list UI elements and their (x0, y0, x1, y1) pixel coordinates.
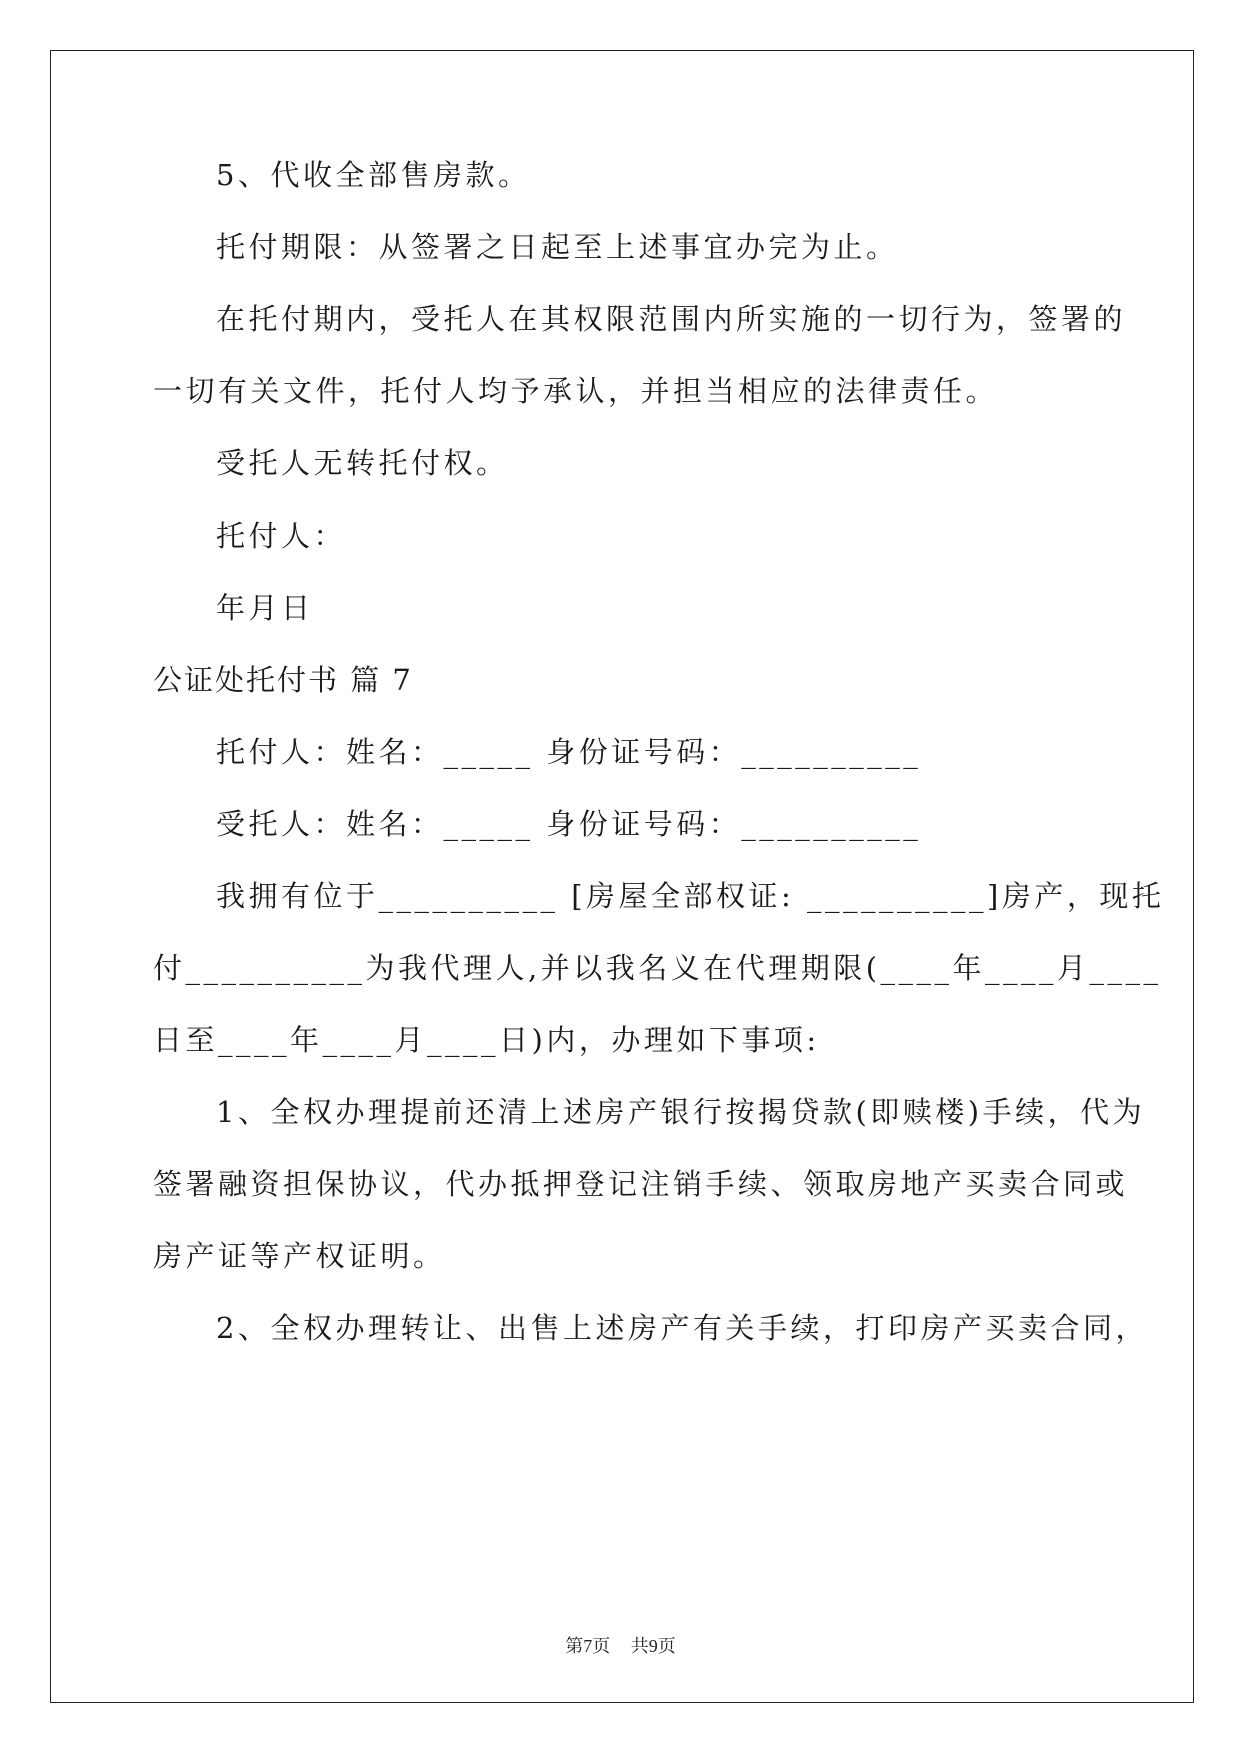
item-1-line-2: 签署融资担保协议，代办抵押登记注销手续、领取房地产买卖合同或 (153, 1167, 1129, 1201)
item-2-line-1: 2、全权办理转让、出售上述房产有关手续，打印房产买卖合同， (216, 1311, 1148, 1345)
paragraph-term: 托付期限：从签署之日起至上述事宜办完为止。 (216, 230, 899, 264)
principal-info-line: 托付人：姓名：_____ 身份证号码：__________ (216, 735, 922, 769)
property-statement-line-3: 日至____年____月____日)内，办理如下事项: (153, 1023, 820, 1057)
item-1-line-1: 1、全权办理提前还清上述房产银行按揭贷款(即赎楼)手续，代为 (216, 1095, 1146, 1129)
item-1-line-3: 房产证等产权证明。 (153, 1239, 446, 1273)
property-statement-line-2: 付__________为我代理人,并以我名义在代理期限(____年____月____ (153, 951, 1162, 985)
page-number-total: 共9页 (630, 1636, 676, 1656)
paragraph-item-5: 5、代收全部售房款。 (216, 158, 531, 192)
paragraph-scope-line-1: 在托付期内，受托人在其权限范围内所实施的一切行为，签署的 (216, 302, 1127, 336)
agent-info-line: 受托人：姓名：_____ 身份证号码：__________ (216, 807, 922, 841)
property-statement-line-1: 我拥有位于__________ [房屋全部权证: __________]房产，现托 (216, 879, 1165, 913)
page-number-current: 第7页 (565, 1636, 611, 1656)
paragraph-no-subdelegation: 受托人无转托付权。 (216, 446, 509, 480)
paragraph-scope-line-2: 一切有关文件，托付人均予承认，并担当相应的法律责任。 (153, 374, 999, 408)
section-heading: 公证处托付书 篇 7 (153, 663, 413, 697)
page-footer (0, 1632, 1241, 1658)
signature-principal-label: 托付人： (216, 519, 347, 553)
signature-date-label: 年月日 (216, 591, 314, 625)
